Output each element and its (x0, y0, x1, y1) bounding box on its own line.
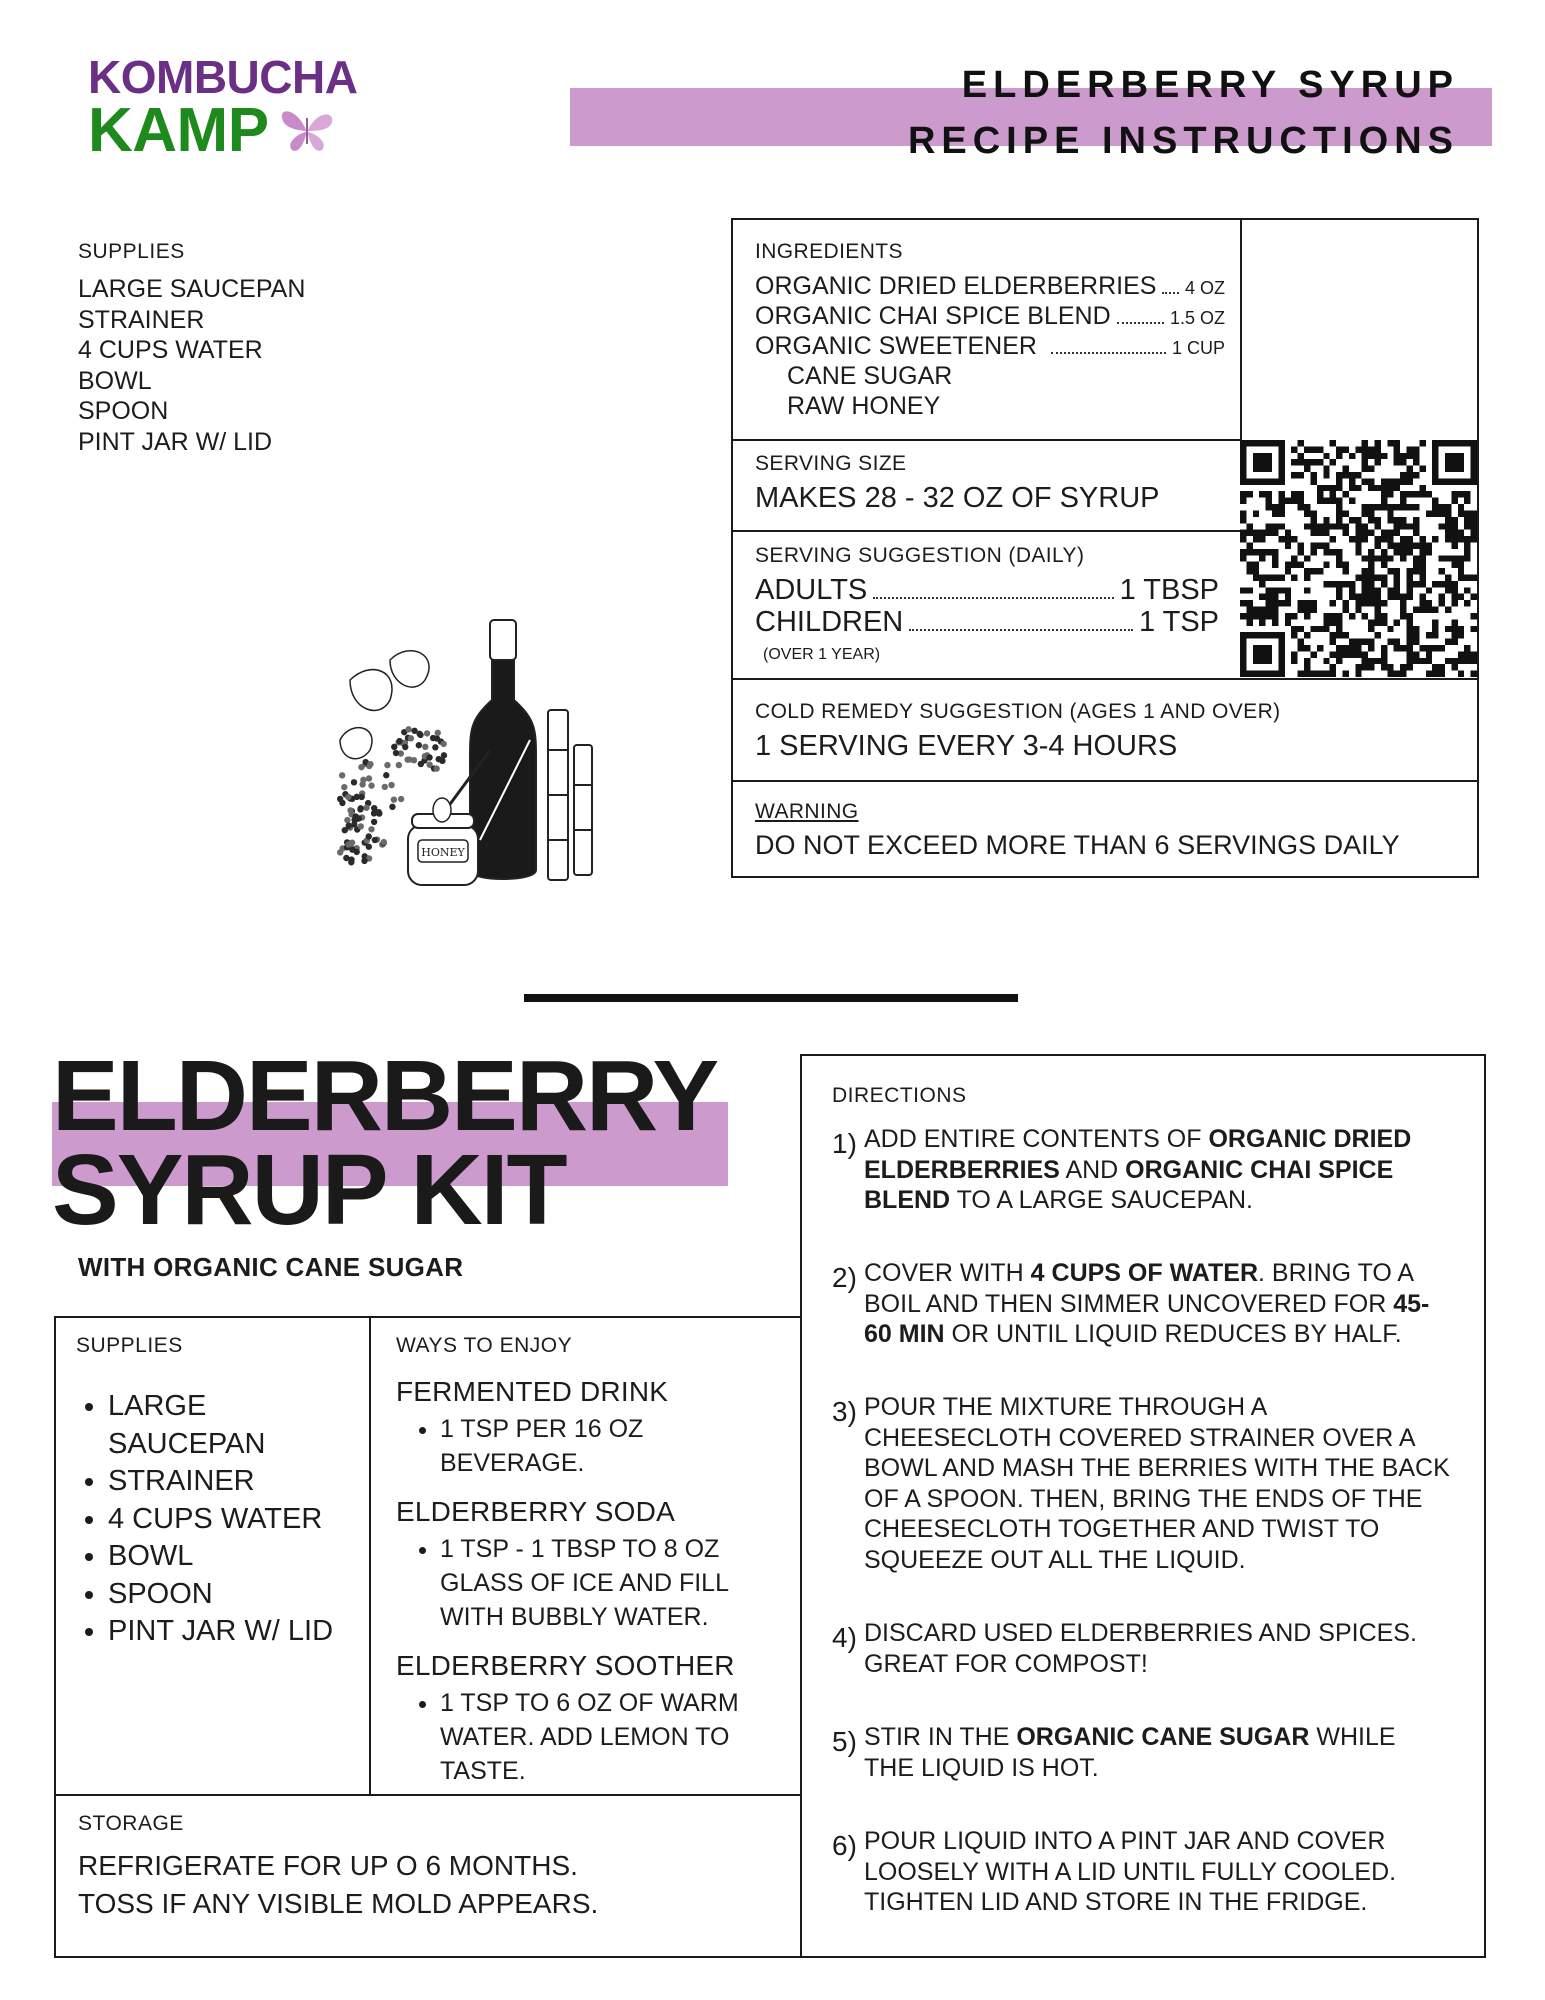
panel-divider (733, 530, 1240, 532)
supply-item: LARGE SAUCEPAN (78, 275, 306, 303)
supply-item: PINT JAR W/ LID (78, 427, 273, 456)
sweetener-option: RAW HONEY (787, 392, 941, 420)
ingredient-name: ORGANIC CHAI SPICE BLEND (755, 302, 1111, 330)
elderberry-icon (340, 651, 429, 759)
supplies-list (78, 274, 305, 457)
logo-kamp: KAMP (88, 96, 269, 165)
supply-item: SPOON (78, 397, 169, 425)
cold-remedy-heading: COLD REMEDY SUGGESTION (AGES 1 AND OVER) (755, 700, 1281, 723)
sugar-cane-icon (548, 710, 592, 880)
qr-code-icon[interactable] (1240, 440, 1477, 677)
panel-divider (1240, 220, 1242, 440)
direction-step (832, 1826, 1452, 1918)
serving-value: 1 TBSP (1119, 574, 1219, 606)
step-text: POUR LIQUID INTO A PINT JAR AND COVER LOOSELY WITH A LID UNTIL FULLY COOLED. TIGHTEN LID AND STORE IN THE FRIDGE. (864, 1827, 1397, 1916)
step-number: 3) (832, 1396, 857, 1427)
serving-size-value: MAKES 28 - 32 OZ OF SYRUP (755, 482, 1160, 514)
warning-value: DO NOT EXCEED MORE THAN 6 SERVINGS DAILY (755, 830, 1400, 860)
supply-item: 4 CUPS WATER (78, 336, 263, 364)
enjoy-item-name: ELDERBERRY SODA (396, 1496, 675, 1527)
ingredient-row (755, 272, 1225, 302)
kit-supply-item: • STRAINER (108, 1463, 358, 1501)
cold-remedy-value: 1 SERVING EVERY 3-4 HOURS (755, 730, 1178, 762)
page-title-line2: RECIPE INSTRUCTIONS (907, 120, 1459, 162)
kit-supply-item: • 4 CUPS WATER (108, 1501, 358, 1539)
ingredient-amount: 1 CUP (1171, 338, 1225, 358)
kit-supply-item: • BOWL (108, 1538, 358, 1576)
direction-step (832, 1722, 1452, 1783)
supply-item: BOWL (78, 366, 152, 395)
ingredients-heading: INGREDIENTS (755, 240, 903, 263)
storage-line: REFRIGERATE FOR UP O 6 MONTHS. (78, 1850, 578, 1881)
kit-supplies-list (78, 1388, 358, 1651)
kit-title-line1: ELDERBERRY (52, 1040, 718, 1152)
warning-heading: WARNING (755, 800, 859, 823)
direction-step (832, 1258, 1452, 1350)
logo-kombucha: KOMBUCHA (88, 51, 358, 103)
page-title-line1: ELDERBERRY SYRUP (961, 64, 1459, 106)
panel-divider (733, 439, 1240, 441)
kit-supplies-heading: SUPPLIES (76, 1334, 183, 1357)
serving-label: ADULTS (755, 574, 868, 606)
ingredient-name: ORGANIC SWEETENER (755, 332, 1037, 360)
panel-divider (733, 678, 1479, 680)
serving-size-heading: SERVING SIZE (755, 452, 907, 475)
supplies-heading: SUPPLIES (78, 240, 185, 263)
kit-title-line2: SYRUP KIT (52, 1134, 566, 1246)
sweetener-option: CANE SUGAR (787, 362, 953, 390)
step-text: ADD ENTIRE CONTENTS OF ORGANIC DRIED ELDERBERRIES AND ORGANIC CHAI SPICE BLEND TO A LARGE SAUCEPAN. (864, 1125, 1412, 1214)
directions-heading: DIRECTIONS (832, 1084, 967, 1107)
enjoy-item-desc: • 1 TSP PER 16 OZ BEVERAGE. (440, 1412, 776, 1480)
serving-note: (OVER 1 YEAR) (763, 646, 881, 663)
ingredient-amount: 1.5 OZ (1169, 308, 1225, 328)
ways-to-enjoy-heading: WAYS TO ENJOY (396, 1334, 573, 1357)
step-text: STIR IN THE ORGANIC CANE SUGAR WHILE THE LIQUID IS HOT. (864, 1723, 1396, 1782)
ways-to-enjoy-list (396, 1376, 776, 1804)
step-number: 5) (832, 1726, 857, 1757)
direction-step (832, 1124, 1452, 1216)
step-number: 2) (832, 1262, 857, 1293)
kit-supply-item: • LARGE SAUCEPAN (108, 1388, 288, 1463)
step-number: 6) (832, 1830, 857, 1861)
serving-suggestion-heading: SERVING SUGGESTION (DAILY) (755, 544, 1085, 567)
elderberry-syrup-illustration (330, 600, 630, 900)
ingredients-list (755, 272, 1225, 422)
enjoy-item-name: ELDERBERRY SOOTHER (396, 1650, 735, 1681)
serving-suggestion-rows (755, 574, 1219, 638)
section-divider (524, 994, 1018, 1002)
storage-text (78, 1847, 598, 1923)
serving-row (755, 574, 1219, 606)
storage-line: TOSS IF ANY VISIBLE MOLD APPEARS. (78, 1888, 599, 1919)
ingredient-row (755, 302, 1225, 332)
storage-heading: STORAGE (78, 1812, 184, 1835)
step-text: COVER WITH 4 CUPS OF WATER. BRING TO A BOIL AND THEN SIMMER UNCOVERED FOR 45-60 MIN OR UNTIL LIQUID REDUCES BY HALF. (864, 1259, 1430, 1348)
serving-label: CHILDREN (755, 606, 904, 638)
enjoy-item-desc: • 1 TSP TO 6 OZ OF WARM WATER. ADD LEMON TO TASTE. (440, 1686, 776, 1788)
kit-subtitle: WITH ORGANIC CANE SUGAR (78, 1252, 464, 1282)
serving-value: 1 TSP (1138, 606, 1219, 638)
kit-supply-item: • SPOON (108, 1576, 358, 1614)
step-number: 1) (832, 1128, 857, 1159)
panel-divider (733, 780, 1479, 782)
box-divider (369, 1318, 371, 1794)
serving-row (755, 606, 1219, 638)
enjoy-item-desc: • 1 TSP - 1 TBSP TO 8 OZ GLASS OF ICE AND FILL WITH BUBBLY WATER. (440, 1532, 776, 1634)
direction-step (832, 1618, 1452, 1679)
step-text: DISCARD USED ELDERBERRIES AND SPICES. GREAT FOR COMPOST! (864, 1619, 1417, 1678)
ingredient-amount: 4 OZ (1184, 278, 1225, 298)
kit-supply-item: • PINT JAR W/ LID (108, 1613, 358, 1651)
step-number: 4) (832, 1622, 857, 1653)
syrup-bottle-icon (470, 620, 536, 879)
ingredient-name: ORGANIC DRIED ELDERBERRIES (755, 272, 1157, 300)
ingredient-row (755, 332, 1225, 362)
butterfly-icon (276, 104, 338, 156)
honey-jar-label: HONEY (421, 846, 465, 859)
supply-item: STRAINER (78, 305, 205, 334)
enjoy-item-name: FERMENTED DRINK (396, 1376, 669, 1407)
direction-step (832, 1392, 1452, 1575)
step-text: POUR THE MIXTURE THROUGH A CHEESECLOTH COVERED STRAINER OVER A BOWL AND MASH THE BERRIES WITH THE BACK OF A SPOON. THEN, BRING THE ENDS OF THE CHEESECLOTH TOGETHER AND TWIST TO SQUEEZE OUT ALL THE LIQUID. (864, 1393, 1450, 1574)
